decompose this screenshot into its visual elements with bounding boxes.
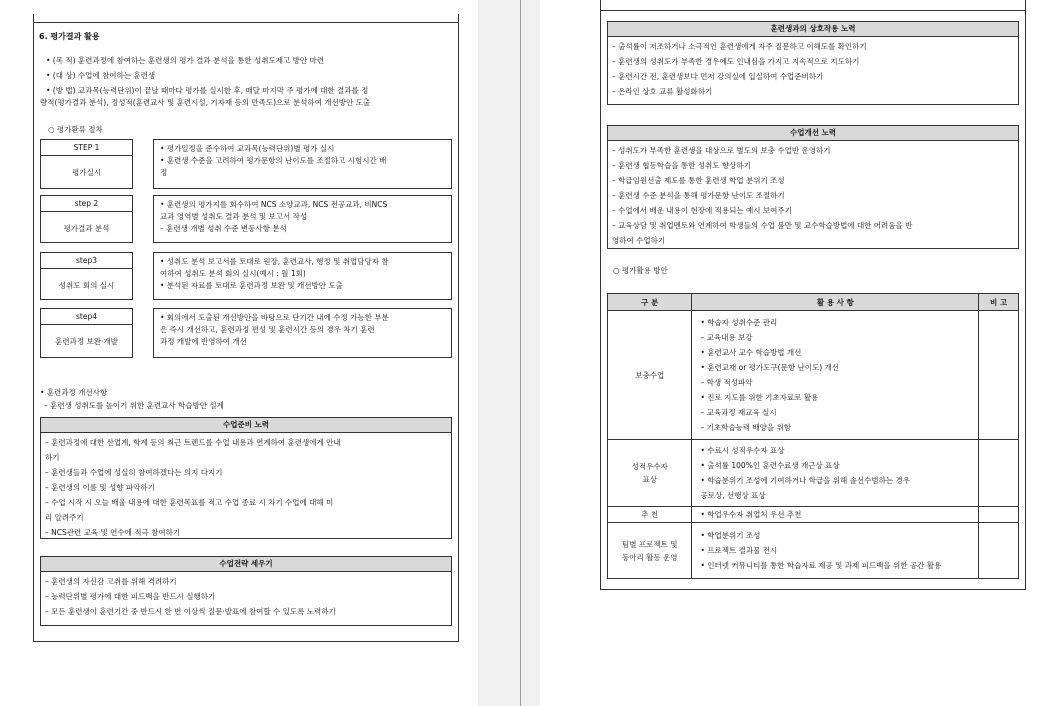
- list-item: • 인터넷 커뮤니티를 통한 학습자료 제공 및 과제 피드백을 위한 공간 활용: [700, 561, 942, 570]
- page-top-marks: [600, 0, 1026, 10]
- row-usage: [692, 523, 979, 579]
- desc-line: 여하여 성취도 분석 회의 실시(예시 : 월 1회): [160, 269, 306, 278]
- list-item: – 훈련과정에 대한 산업계, 학계 등의 최근 트렌드를 수업 내용과 연계하여 훈련생에게 안내: [45, 438, 341, 447]
- strategy-panel: [40, 556, 452, 626]
- list-item: – 훈련생 수준 분석을 통해 평가문항 난이도 조절하기: [612, 191, 785, 200]
- row-category: [608, 440, 692, 507]
- list-item: – 학생 적성파악: [700, 378, 753, 387]
- step-box-1: [40, 139, 133, 189]
- list-item: – 훈련생의 이름 및 성향 파악하기: [45, 483, 155, 492]
- desc-line: • 평가일정을 준수하여 교과목(능력단위)별 평가 실시: [160, 144, 335, 153]
- page-top-marks: [33, 14, 459, 22]
- list-item: • 학업우수자 취업처 우선 추천: [700, 510, 802, 519]
- list-item: – 교육상담 및 취업멘토와 연계하여 학생들의 수업 불만 및 교수학습방법에 대한 어려움을 반: [612, 221, 913, 230]
- list-item: – 훈련생들과 수업에 성실히 참여하겠다는 의지 다지기: [45, 468, 223, 477]
- list-item: – 모든 훈련생이 훈련기간 중 반드시 한 번 이상씩 질문·발표에 참여할 수 있도록 노력하기: [45, 607, 336, 616]
- list-item: • 프로젝트 결과물 전시: [700, 546, 778, 555]
- section-title: 6. 평가결과 활용: [39, 32, 100, 41]
- strategy-header: 수업전략 세우기: [41, 557, 451, 572]
- list-item: • 출석률 100%인 훈련수료생 개근상 표상: [700, 461, 840, 470]
- desc-line: • 분석된 자료를 토대로 훈련과정 보완 및 개선방안 도출: [160, 281, 343, 290]
- interaction-panel: [607, 21, 1019, 105]
- desc-line: 정: [160, 168, 168, 177]
- list-item: • 훈련교재 or 평가도구(문항 난이도) 개선: [700, 363, 839, 372]
- table-row: [608, 440, 1019, 507]
- interaction-header: 훈련생과의 상호작용 노력: [608, 22, 1018, 37]
- list-item: – 교육과정 재교육 실시: [700, 408, 777, 417]
- category-line: 동아리 활동 운영: [621, 552, 678, 562]
- list-item: • 훈련교사 교수 학습방법 개선: [700, 348, 802, 357]
- category-line: 팀별 프로젝트 및: [621, 539, 678, 549]
- list-item: • 수료시 성적우수자 표상: [700, 446, 785, 455]
- improve-title: • 훈련과정 개선사항: [40, 388, 108, 397]
- col-header-note: 비 고: [979, 294, 1019, 311]
- list-item: – 훈련생의 성취도가 부족한 경우에도 인내심을 가지고 지속적으로 지도하기: [612, 57, 860, 66]
- list-item: • 학업분위기 조성: [700, 531, 761, 540]
- improvement-panel: [607, 125, 1019, 249]
- page-2: [540, 0, 1062, 706]
- row-category: [608, 507, 692, 523]
- category-line: 보충수업: [635, 370, 665, 380]
- step-label: STEP 1: [73, 143, 100, 152]
- utilization-title: ○ 평가활용 방안: [613, 266, 668, 275]
- step-box-2: [40, 195, 133, 243]
- prep-panel: [40, 417, 452, 539]
- desc-line: • 훈련생 수준을 고려하여 평가문항의 난이도를 조절하고 시험시간 배: [160, 156, 387, 165]
- prep-header: 수업준비 노력: [41, 418, 451, 433]
- table-row: [608, 507, 1019, 523]
- desc-line: 은 즉시 개선하고, 훈련과정 편성 및 훈련시간 등의 경우 차기 훈련: [160, 325, 375, 334]
- row-note: [979, 507, 1019, 523]
- list-item: – 교육내용 보강: [700, 333, 753, 342]
- step-box-3: [40, 252, 133, 300]
- list-item: – 수업 시작 시 오늘 배울 내용에 대한 훈련목표를 적고 수업 종료 시 차기 수업에 대해 미: [45, 498, 334, 507]
- intro-method-cont: 량적(평가결과 분석), 정성적(훈련교사 및 훈련시설, 기자재 등의 만족도)으로 분석하여 개선방안 도출: [40, 98, 371, 107]
- list-item: • 학습자 성취수준 관리: [700, 318, 778, 327]
- intro-purpose: • (목 적) 훈련과정에 참여하는 훈련생의 평가 결과 분석을 통한 성취도제고 방안 마련: [46, 56, 324, 65]
- row-note: [979, 523, 1019, 579]
- step-label: step4: [76, 312, 97, 321]
- row-usage: [692, 311, 979, 440]
- desc-line: 과정 개발에 반영하여 개선: [160, 337, 247, 346]
- step-name: 성취도 회의 실시: [58, 281, 115, 290]
- list-item: – 훈련시간 전, 훈련생보다 먼저 강의실에 입실하여 수업준비하기: [612, 72, 824, 81]
- improve-subtitle: – 훈련생 성취도를 높이기 위한 훈련교사 학습방안 설계: [44, 401, 224, 410]
- row-note: [979, 440, 1019, 507]
- page-right-edge: [520, 0, 521, 706]
- list-item: – 온라인 상호 교류 활성화하기: [612, 87, 713, 96]
- desc-line: • 성취도 분석 보고서를 토대로 원장, 훈련교사, 행정 및 취업담당자 참: [160, 257, 389, 266]
- utilization-table: [607, 293, 1019, 579]
- intro-target: • (대 상) 수업에 참여하는 훈련생: [46, 71, 156, 80]
- list-item: 영하여 수업하기: [612, 236, 666, 245]
- row-category: [608, 311, 692, 440]
- improvement-header: 수업개선 노력: [608, 126, 1018, 141]
- category-line: 성적우수자: [631, 462, 668, 471]
- step-name: 평가실시: [72, 168, 101, 177]
- list-item: 리 알려주기: [45, 513, 84, 522]
- desc-line: 교과 영역별 성취도 결과 분석 및 보고서 작성: [160, 212, 308, 221]
- desc-line: – 훈련생 개별 성취 수준 변동사항 분석: [160, 224, 287, 233]
- list-item: – 성취도가 부족한 훈련생을 대상으로 별도의 보충 수업반 운영하기: [612, 146, 831, 155]
- step-desc-3: [153, 252, 452, 300]
- page-1: [0, 0, 478, 706]
- category-line: 추 천: [641, 510, 659, 519]
- col-header-usage: 활 용 사 항: [692, 294, 979, 311]
- desc-line: • 훈련생의 평가지를 회수하여 NCS 소양교과, NCS 전공교과, 비NCS: [160, 200, 388, 209]
- list-item: • 진로 지도를 위한 기초자료로 활용: [700, 393, 819, 402]
- step-label: step 2: [74, 199, 99, 208]
- step-name: 평가결과 분석: [63, 224, 110, 233]
- step-box-4: [40, 308, 133, 358]
- col-header-category: 구 분: [608, 294, 692, 311]
- list-item: • 학습분위기 조성에 기여하거나 학급을 위해 솔선수범하는 경우: [700, 476, 910, 485]
- procedure-title: ○ 평가환류 절차: [48, 125, 103, 134]
- row-usage: [692, 440, 979, 507]
- list-item: – 학급임원선출 제도를 통한 훈련생 학업 분위기 조성: [612, 176, 785, 185]
- list-item: – NCS관련 교육 및 연수에 적극 참여하기: [45, 528, 181, 537]
- table-header-row: [608, 294, 1019, 311]
- list-item: 공로상, 선행상 표상: [700, 491, 766, 500]
- list-item: 하기: [45, 453, 60, 462]
- list-item: – 훈련생 협동학습을 통한 성취도 향상하기: [612, 161, 751, 170]
- list-item: – 훈련생의 자신감 고취를 위해 격려하기: [45, 577, 177, 586]
- step-desc-1: [153, 139, 452, 189]
- list-item: – 기초학습능력 배양을 위함: [700, 423, 792, 432]
- category-line: 표상: [642, 475, 657, 484]
- step-name: 훈련과정 보완·개발: [55, 337, 118, 346]
- list-item: – 수업에서 배운 내용이 현장에 적용되는 예시 보여주기: [612, 206, 792, 215]
- row-category: [608, 523, 692, 579]
- step-desc-4: [153, 308, 452, 358]
- desc-line: • 회의에서 도출된 개선방안을 바탕으로 단기간 내에 수정 가능한 부분: [160, 313, 389, 322]
- list-item: – 출석률이 저조하거나 소극적인 훈련생에게 자주 질문하고 이해도를 확인하기: [612, 42, 867, 51]
- row-note: [979, 311, 1019, 440]
- step-desc-2: [153, 195, 452, 243]
- step-label: step3: [76, 256, 97, 265]
- row-usage: [692, 507, 979, 523]
- table-row: [608, 523, 1019, 579]
- table-row: [608, 311, 1019, 440]
- intro-method: • (방 법) 교과목(능력단위)이 끝날 때마다 평가를 실시한 후, 매달 마지막 주 평가에 대한 결과를 정: [46, 86, 369, 95]
- list-item: – 능력단위별 평가에 대한 피드백을 반드시 실행하기: [45, 592, 216, 601]
